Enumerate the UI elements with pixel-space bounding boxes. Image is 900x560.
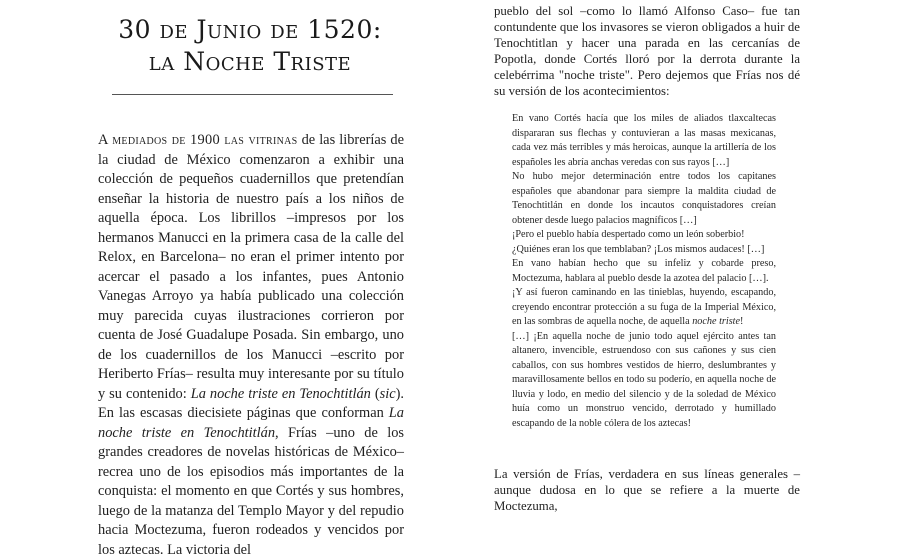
body-text-3: ). En las escasas diecisiete páginas que conforman	[98, 385, 405, 421]
quote-italic: noche triste	[692, 316, 741, 327]
book-title-italic: La noche triste en Tenochtitlán	[190, 385, 371, 402]
closing-paragraph: La versión de Frías, verdadera en sus líneas generales –aunque dudosa en lo que se refiere a la muerte de Moctezuma,	[494, 467, 800, 513]
body-text-4: , Frías –uno de los grandes creadores de novelas históricas de México– recrea uno de los episodios más importantes de la conquista: el momento en que Cortés y sus hombres, luego de la matanza del Templo Mayor y del repudio hacia Moctezuma, fueron rodeados y vencidos por los aztecas. La victoria del	[98, 424, 404, 558]
body-text-2: (	[370, 385, 380, 402]
quote-text: ¡Y así fueron caminando en las tinieblas, huyendo, escapando, creyendo encontrar protección a su fuga de la Imperial México, en las sombras de aquella noche, de aquella	[512, 287, 776, 327]
block-quote	[512, 112, 776, 431]
quote-paragraph: ¡Pero el pueblo había despertado como un león soberbio!	[512, 229, 745, 240]
chapter-title	[100, 14, 400, 78]
quote-text: !	[740, 316, 744, 327]
chapter-title-line-2: la Noche Triste	[148, 47, 352, 76]
lead-in-small-caps: A mediados de 1900 las vitrinas	[98, 132, 298, 148]
quote-paragraph: En vano Cortés hacía que los miles de aliados tlaxcaltecas dispararan sus flechas y contuvieran a las masas mexicanas, cada vez más terribles y más heroicas, aunque la artillería de los españoles les abría anchas veredas con sus rayos […]	[512, 113, 776, 168]
quote-paragraph: […] ¡En aquella noche de junio todo aquel ejército antes tan altanero, invencible, estruendoso con sus cañones y sus cien caballos, con sus hombres vestidos de hierro, deslumbrantes y maravillosamente bellos en todo su poderío, en aquella noche de lluvia y lodo, en medio del silencio y de la soledad de México huía como un monstruo vencido, derrotado y humillado escapando de la noble cólera de los aztecas!	[512, 330, 776, 429]
book-title-italic-2: La noche triste en Tenochtitlán	[98, 405, 404, 441]
quote-paragraph: En vano habían hecho que su infeliz y cobarde preso, Moctezuma, hablara al pueblo desde la azotea del palacio […].	[512, 258, 776, 284]
sic-italic: sic	[379, 385, 396, 402]
left-page	[0, 0, 450, 558]
quote-paragraph: No hubo mejor determinación entre todos los capitanes españoles que abandonar para siempre la maldita ciudad de Tenochtitlán en donde los incautos conquistadores creían obtener desde luego palacios magníficos […]	[512, 171, 776, 226]
continuation-paragraph: pueblo del sol –como lo llamó Alfonso Caso– fue tan contundente que los invasores se vieron obligados a huir de Tenochtitlan y hacer una parada en las cercanías de Popotla, donde Cortés lloró por la derrota durante la celebérrima "noche triste". Pero dejemos que Frías nos dé su versión de los acontecimientos:	[494, 4, 800, 98]
quote-paragraph: ¿Quiénes eran los que temblaban? ¡Los mismos audaces! […]	[512, 243, 765, 255]
chapter-title-line-1: 30 de Junio de 1520:	[118, 15, 382, 44]
body-paragraph	[98, 131, 404, 560]
body-text-1: de las librerías de la ciudad de México comenzaron a exhibir una colección de pequeños cuadernillos que pretendían enseñar la historia de nuestro país a los niños de aquella época. Los librillos –impresos por los hermanos Manucci en la primera casa de la calle del Relox, en Barcelona– no eran el primer intento por acercar el pasado a los infantes, pues Antonio Vanegas Arroyo ya había publicado una colección muy parecida cuyas ilustraciones corrieron por cuenta de José Guadalupe Posada. Sin embargo, uno de los cuadernillos de los Manucci –escrito por Heriberto Frías– resulta muy interesante por su título y su contenido:	[98, 132, 404, 402]
title-divider	[112, 94, 393, 95]
quote-paragraph	[512, 286, 776, 330]
right-page	[450, 0, 900, 513]
